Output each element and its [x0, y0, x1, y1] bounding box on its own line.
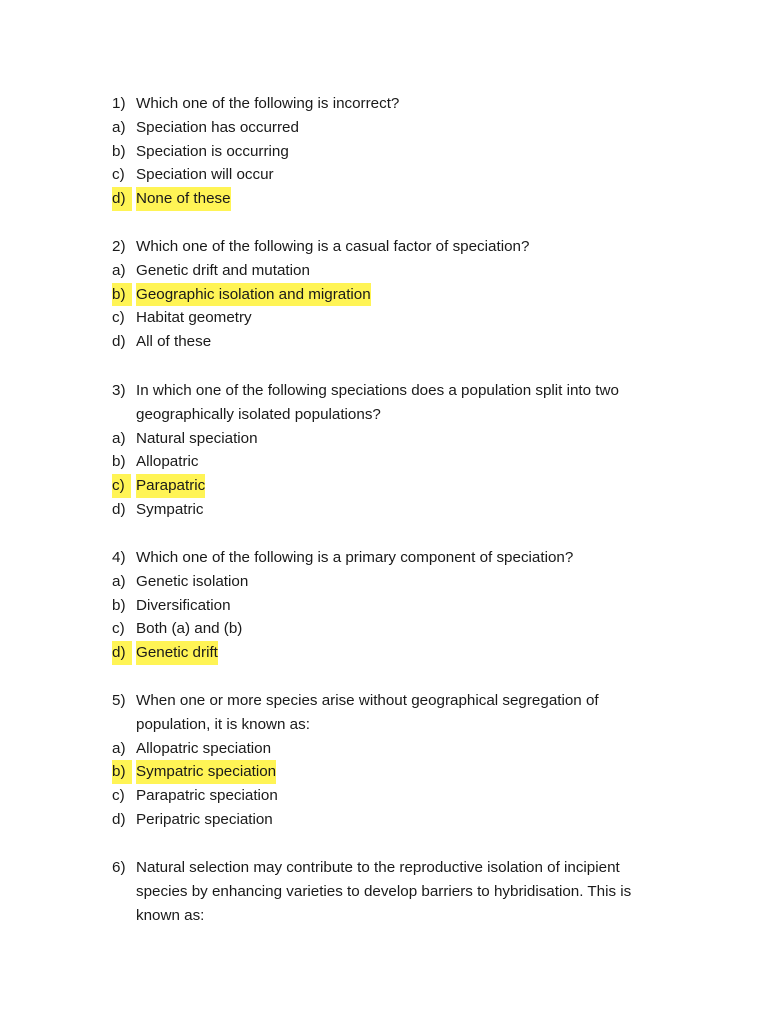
- question-stem-text: When one or more species arise without geographical segregation of: [136, 692, 599, 709]
- option-text: Peripatric speciation: [136, 810, 273, 828]
- option-marker: d): [112, 641, 132, 665]
- answer-option: [112, 498, 692, 522]
- option-text: Genetic drift and mutation: [136, 261, 310, 279]
- question-stem-line: [112, 856, 692, 880]
- option-marker: b): [112, 760, 132, 784]
- option-text: Genetic drift: [136, 641, 218, 665]
- question-stem-continuation: [112, 403, 692, 427]
- answer-option: [112, 140, 692, 164]
- answer-option-highlighted: [112, 474, 692, 498]
- option-text: Genetic isolation: [136, 572, 249, 590]
- option-text: Parapatric speciation: [136, 787, 278, 805]
- question-stem-text: Natural selection may contribute to the reproductive isolation of incipient: [136, 859, 620, 876]
- answer-option: [112, 737, 692, 761]
- question-stem-line: [112, 546, 692, 570]
- question-2: [112, 235, 692, 354]
- question-stem-line: [112, 235, 692, 259]
- answer-option-highlighted: [112, 760, 692, 784]
- option-text: Speciation will occur: [136, 166, 274, 184]
- option-text: Sympatric speciation: [136, 760, 276, 784]
- option-marker: d): [112, 333, 126, 351]
- option-marker: a): [112, 118, 126, 136]
- option-text: None of these: [136, 187, 231, 211]
- option-marker: b): [112, 453, 126, 471]
- question-3: [112, 379, 692, 522]
- option-text: Both (a) and (b): [136, 620, 243, 638]
- answer-option: [112, 570, 692, 594]
- question-1: [112, 92, 692, 211]
- option-text: Sympatric: [136, 500, 204, 518]
- question-number: 2): [112, 238, 126, 255]
- option-marker: b): [112, 596, 126, 614]
- question-stem-text: Which one of the following is a primary component of speciation?: [136, 549, 574, 566]
- option-marker: b): [112, 142, 126, 160]
- option-marker: c): [112, 309, 125, 327]
- answer-option: [112, 163, 692, 187]
- question-number: 3): [112, 382, 126, 399]
- option-marker: a): [112, 429, 126, 447]
- option-marker: a): [112, 572, 126, 590]
- option-marker: d): [112, 810, 126, 828]
- question-stem-text: known as:: [136, 906, 205, 924]
- option-text: Speciation is occurring: [136, 142, 289, 160]
- question-stem-line: [112, 379, 692, 403]
- option-marker: c): [112, 166, 125, 184]
- question-stem-text: species by enhancing varieties to develop barriers to hybridisation. This is: [136, 882, 632, 900]
- option-text: All of these: [136, 333, 212, 351]
- question-stem-text: Which one of the following is a casual factor of speciation?: [136, 238, 530, 255]
- question-stem-text: geographically isolated populations?: [136, 405, 381, 423]
- answer-option: [112, 259, 692, 283]
- answer-option-highlighted: [112, 283, 692, 307]
- question-stem-text: In which one of the following speciations does a population split into two: [136, 382, 619, 399]
- option-text: Parapatric: [136, 474, 205, 498]
- question-stem-text: Which one of the following is incorrect?: [136, 95, 400, 112]
- option-marker: a): [112, 739, 126, 757]
- question-5: [112, 689, 692, 832]
- answer-option: [112, 617, 692, 641]
- question-number: 1): [112, 95, 126, 112]
- option-marker: d): [112, 187, 132, 211]
- question-number: 6): [112, 859, 126, 876]
- answer-option: [112, 784, 692, 808]
- answer-option: [112, 116, 692, 140]
- question-stem-continuation: [112, 880, 692, 904]
- option-text: Allopatric speciation: [136, 739, 272, 757]
- answer-option-highlighted: [112, 187, 692, 211]
- option-marker: a): [112, 261, 126, 279]
- question-stem-continuation: [112, 904, 692, 928]
- answer-option: [112, 594, 692, 618]
- answer-option: [112, 306, 692, 330]
- option-marker: c): [112, 787, 125, 805]
- answer-option: [112, 808, 692, 832]
- option-text: Speciation has occurred: [136, 118, 299, 136]
- option-marker: d): [112, 500, 126, 518]
- option-text: Diversification: [136, 596, 231, 614]
- question-number: 5): [112, 692, 126, 709]
- question-stem-text: population, it is known as:: [136, 715, 310, 733]
- option-marker: c): [112, 620, 125, 638]
- option-marker: b): [112, 283, 132, 307]
- answer-option: [112, 330, 692, 354]
- question-number: 4): [112, 549, 126, 566]
- question-stem-continuation: [112, 713, 692, 737]
- option-text: Allopatric: [136, 453, 199, 471]
- question-4: [112, 546, 692, 665]
- question-6: [112, 856, 692, 927]
- answer-option: [112, 427, 692, 451]
- option-text: Natural speciation: [136, 429, 258, 447]
- option-marker: c): [112, 474, 131, 498]
- question-stem-line: [112, 689, 692, 713]
- option-text: Geographic isolation and migration: [136, 283, 371, 307]
- question-stem-line: [112, 92, 692, 116]
- option-text: Habitat geometry: [136, 309, 252, 327]
- answer-option-highlighted: [112, 641, 692, 665]
- answer-option: [112, 450, 692, 474]
